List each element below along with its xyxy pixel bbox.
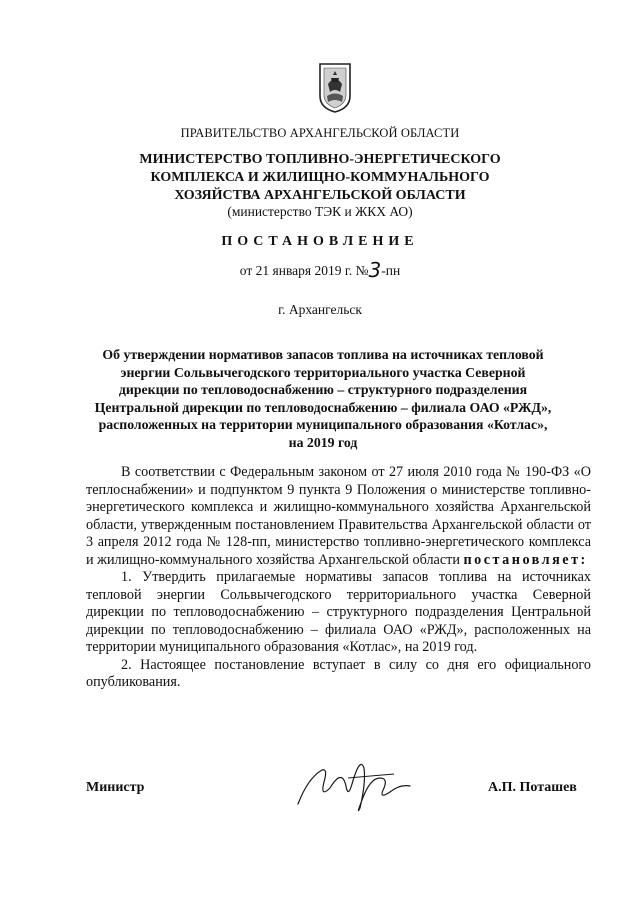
document-type: ПОСТАНОВЛЕНИЕ — [221, 234, 419, 249]
title-line: расположенных на территории муниципального образования «Котлас», — [98, 417, 548, 433]
document-number: 3 — [368, 258, 382, 282]
signatory-position: Министр — [86, 780, 145, 795]
handwritten-signature-icon — [290, 748, 420, 818]
title-line: Об утверждении нормативов запасов топлива на источниках тепловой — [102, 347, 544, 362]
ministry-name — [0, 151, 640, 205]
document-number-suffix: -пн — [381, 263, 401, 278]
government-name: ПРАВИТЕЛЬСТВО АРХАНГЕЛЬСКОЙ ОБЛАСТИ — [180, 126, 460, 140]
item-2-paragraph: 2. Настоящее постановление вступает в силу со дня его официального опубликования. — [86, 656, 591, 690]
document-title — [86, 346, 560, 452]
resolves-word: постановляет: — [463, 551, 588, 568]
document-date: от 21 января 2019 г. № — [239, 263, 369, 278]
document-date-line — [0, 258, 640, 282]
preamble-text: В соответствии с Федеральным законом от 27 июля 2010 года № 190-ФЗ «О теплоснабжении» и подпунктом 9 пункта 9 Положения о министерстве топливно-энергетического комплекса и жилищно-коммунального хозяйства Архангельской области, утвержденным постановлением Правительства Архангельской области от 3 апреля 2012 года № 128-пп, министерство топливно-энергетического комплекса и жилищно-коммунального хозяйства Архангельской области — [86, 464, 591, 568]
ministry-short-name: (министерство ТЭК и ЖКХ АО) — [227, 204, 413, 219]
title-line: Центральной дирекции по тепловодоснабжению – филиала ОАО «РЖД», — [94, 399, 552, 415]
title-line: на 2019 год — [288, 434, 358, 450]
ministry-line: ХОЗЯЙСТВА АРХАНГЕЛЬСКОЙ ОБЛАСТИ — [174, 188, 466, 203]
item-1-paragraph: 1. Утвердить прилагаемые нормативы запасов топлива на источниках тепловой энергии Сольвычегодского территориального участка Северной дирекции по тепловодоснабжению – структурного подразделения Центральной дирекции по тепловодоснабжению – филиала ОАО «РЖД», расположенных на территории муниципального образования «Котлас», на 2019 год. — [86, 569, 591, 655]
title-line: дирекции по тепловодоснабжению – структурного подразделения — [118, 382, 528, 398]
title-line: энергии Сольвычегодского территориального участка Северной — [120, 364, 526, 380]
signatory-name: А.П. Поташев — [488, 780, 577, 795]
coat-of-arms-icon — [318, 62, 352, 114]
ministry-line: КОМПЛЕКСА И ЖИЛИЩНО-КОММУНАЛЬНОГО — [150, 170, 490, 185]
preamble-paragraph — [86, 464, 591, 569]
ministry-line: МИНИСТЕРСТВО ТОПЛИВНО-ЭНЕРГЕТИЧЕСКОГО — [139, 152, 501, 167]
document-body — [86, 464, 591, 692]
document-city: г. Архангельск — [278, 302, 362, 317]
